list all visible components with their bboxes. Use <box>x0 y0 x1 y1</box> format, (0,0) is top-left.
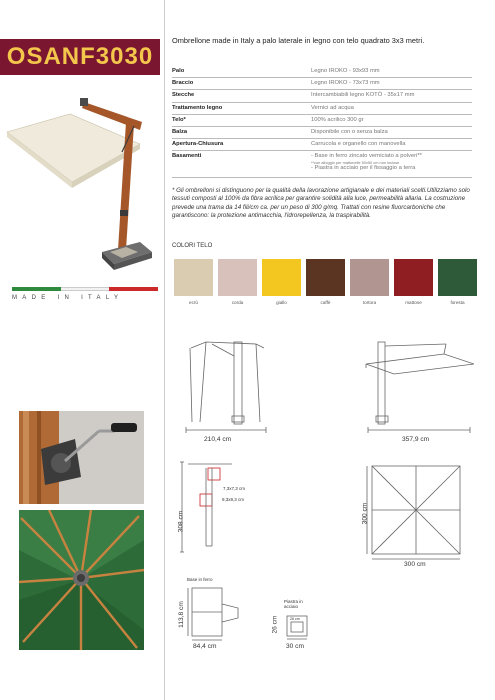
fabric-note: * Gli ombrelloni si distinguono per la qualità della lavorazione artigianale e dei materiali scelti.Utilizziamo solo tessuti composti al 100% da fibra acrilica per garantire solidità alla luce, permeabilità allaria. La costruzione prevede una trama da 14 fili/cm ca. per un peso di 300 g/mq. Trattati con resine fluorcarboniche che garantiscono: la protezione antimacchia, l'idrorepellenza, la traspirabilità. <box>172 187 470 219</box>
spec-label: Braccio <box>172 80 194 87</box>
spec-row <box>172 139 472 151</box>
canopy-side-v-label: 300 cm <box>361 502 369 525</box>
spec-value: Legno IROKO - 73x73 mm <box>311 80 380 87</box>
plate-label: Piastra in acciaio <box>284 599 303 609</box>
spec-label: Palo <box>172 68 185 74</box>
closed-umbrella-drawing <box>176 334 276 434</box>
product-illustration <box>2 92 160 288</box>
spec-row <box>172 78 472 90</box>
height-label: 308 cm <box>177 510 185 533</box>
swatch-tortora[interactable] <box>350 259 389 296</box>
canopy-underside-photo <box>19 510 144 650</box>
spec-value: Vernici ad acqua <box>311 104 354 111</box>
swatch-caffe[interactable] <box>306 259 345 296</box>
canopy-side-h-label: 300 cm <box>404 561 426 568</box>
swatch-label: corda <box>231 300 244 305</box>
iron-base-drawing <box>186 584 246 644</box>
base-height-label: 113,8 cm <box>177 601 185 628</box>
swatch-giallo[interactable] <box>262 259 301 296</box>
swatch-label: mattone <box>405 300 422 305</box>
spec-label: Basamenti <box>172 153 202 160</box>
plate-width-label: 30 cm <box>286 643 304 650</box>
open-width-label: 357,9 cm <box>402 436 430 443</box>
spec-value <box>311 151 472 177</box>
swatch-label: ecrù <box>189 300 198 305</box>
swatch-foresta[interactable] <box>438 259 477 296</box>
crank-photo <box>19 411 144 504</box>
arm-section-label: 7,3x7,3 cm <box>223 486 246 491</box>
base-width-label: 84,4 cm <box>193 643 217 650</box>
spec-base-line-2: - Piastra in acciaio per il fissaggio a terra <box>311 164 416 171</box>
spec-row <box>172 103 472 115</box>
spec-row <box>172 66 472 78</box>
spec-value: Intercambiabili legno KOTÒ - 35x17 mm <box>311 92 415 99</box>
spec-table <box>172 66 472 178</box>
base-label: Base in ferro <box>187 577 213 582</box>
spec-label: Balza <box>172 128 188 135</box>
canopy-top-drawing <box>366 462 466 562</box>
spec-label: Telo* <box>172 116 186 123</box>
swatch-ecru[interactable] <box>174 259 213 296</box>
plate-height-label: 26 cm <box>271 615 279 634</box>
italian-flag-stripe <box>12 287 158 291</box>
swatch-corda[interactable] <box>218 259 257 296</box>
spec-row <box>172 127 472 139</box>
spec-value: Legno IROKO - 93x93 mm <box>311 68 380 74</box>
pole-section-label: 9,3x9,3 cm <box>222 497 245 502</box>
spec-row <box>172 90 472 102</box>
spec-base-line-1: - Base in ferro zincato verniciato a polveri** <box>311 153 422 160</box>
closed-width-label: 210,4 cm <box>204 436 232 443</box>
made-in-italy-label: MADE IN ITALY <box>12 295 124 301</box>
swatch-label: foresta <box>450 300 465 305</box>
spec-value: Carrucola e organello con manovella <box>311 141 406 148</box>
spec-row <box>172 151 472 178</box>
spec-row <box>172 115 472 127</box>
spec-label: Trattamento legno <box>172 104 223 111</box>
swatch-label: giallo <box>276 300 287 305</box>
swatch-mattone[interactable] <box>394 259 433 296</box>
open-umbrella-drawing <box>364 334 474 434</box>
product-intro: Ombrellone made in Italy a palo laterale in legno con telo quadrato 3x3 metri. <box>172 36 425 45</box>
pole-section-drawing <box>178 458 258 558</box>
swatch-label: caffè <box>320 300 331 305</box>
product-code-title: OSANF3030 <box>0 39 160 75</box>
column-divider <box>164 0 165 700</box>
spec-base-footnote: **con alloggio per mattonelle 50x50 cm non incluse <box>311 159 400 165</box>
spec-label: Apertura-Chiusura <box>172 141 224 148</box>
spec-value: 100% acrilico 300 gr <box>311 116 364 123</box>
swatch-label: tortora <box>362 300 377 305</box>
colors-title: COLORI TELO <box>172 243 213 249</box>
plate-inner-label: 26 cm <box>290 617 300 621</box>
spec-value: Disponibile con o senza balza <box>311 128 388 135</box>
spec-label: Stecche <box>172 92 195 99</box>
